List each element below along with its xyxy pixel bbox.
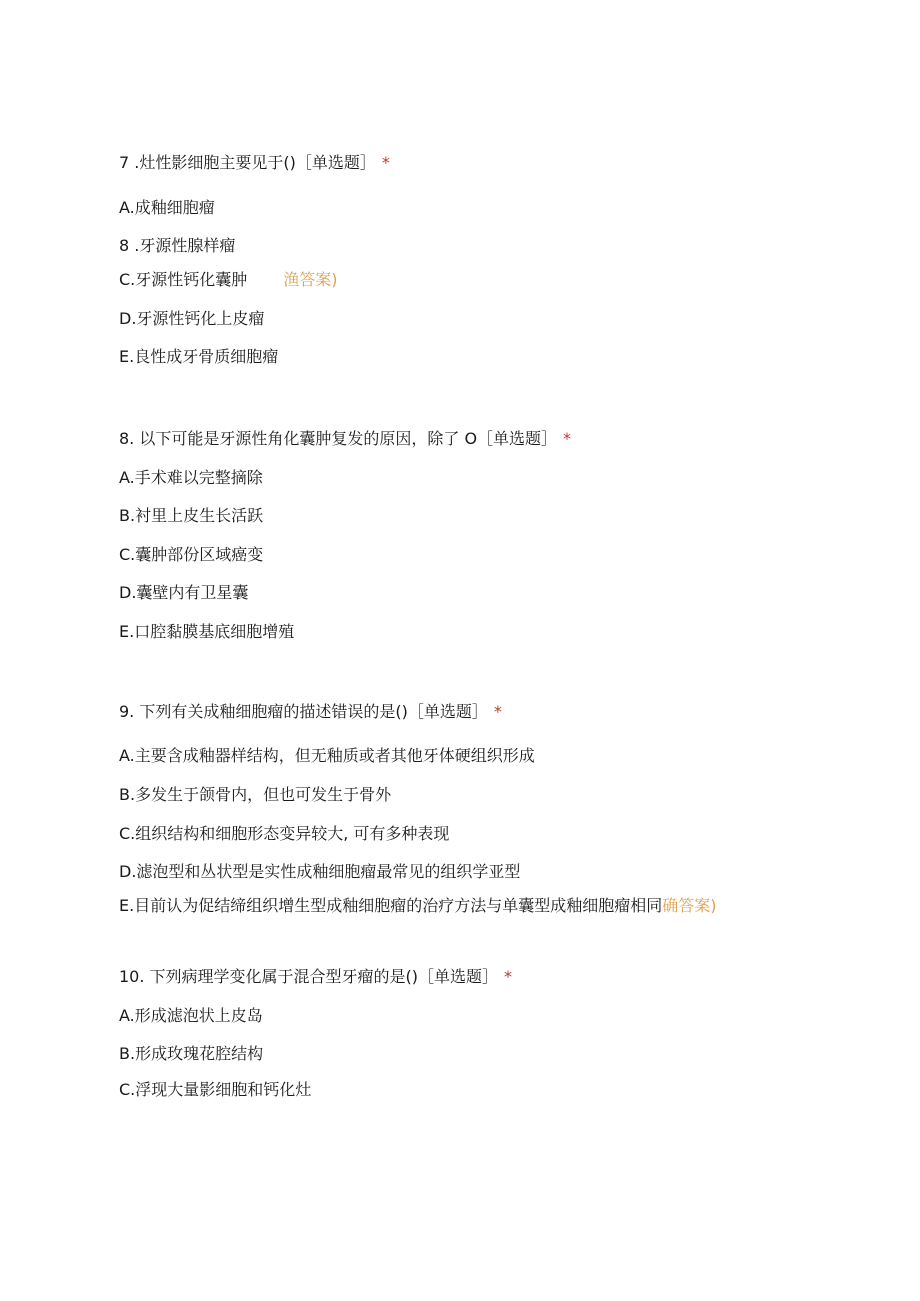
answer-tag: 渔答案) [283,270,338,289]
option-d[interactable] [119,582,248,604]
option-b[interactable] [119,505,263,527]
option-label: C.囊肿部份区域癌变 [119,545,264,564]
option-label: E.良性成牙骨质细胞瘤 [119,347,279,366]
option-a[interactable] [119,1005,263,1027]
required-mark: * [563,429,572,448]
option-label: C.组织结构和细胞形态变异较大, 可有多种表现 [119,824,450,843]
option-label: B.衬里上皮生长活跃 [119,506,264,525]
option-d[interactable] [119,308,264,330]
option-b[interactable] [119,1043,263,1065]
option-label: 8 .牙源性腺样瘤 [119,236,236,255]
question-stem [119,701,502,723]
option-c[interactable] [119,823,449,845]
required-mark: * [381,153,390,172]
option-label: E.口腔黏膜基底细胞增殖 [119,622,295,641]
option-a[interactable] [119,197,215,219]
option-label: D.囊壁内有卫星囊 [119,583,249,602]
answer-tag: 确答案) [662,896,717,915]
option-label: D.牙源性钙化上皮瘤 [119,309,265,328]
option-label: C.牙源性钙化囊肿 [119,270,248,289]
required-mark: * [493,702,502,721]
option-label: D.滤泡型和丛状型是实性成釉细胞瘤最常见的组织学亚型 [119,862,521,881]
option-label: E.目前认为促结缔组织增生型成釉细胞瘤的治疗方法与单囊型成釉细胞瘤相同 [119,896,663,915]
option-d[interactable] [119,861,520,883]
option-b[interactable] [119,784,391,806]
option-a[interactable] [119,467,263,489]
option-label: B.多发生于颌骨内，但也可发生于骨外 [119,785,392,804]
required-mark: * [504,967,513,986]
option-c[interactable] [119,1079,311,1101]
option-e[interactable] [119,895,716,917]
option-b[interactable] [119,235,235,257]
option-label: A.手术难以完整摘除 [119,468,263,487]
option-label: B.形成玫瑰花腔结构 [119,1044,264,1063]
question-stem [119,966,512,988]
question-stem [119,428,571,450]
option-e[interactable] [119,621,294,643]
option-c[interactable] [119,269,338,291]
option-label: A.主要含成釉器样结构，但无釉质或者其他牙体硬组织形成 [119,746,535,765]
option-a[interactable] [119,745,535,767]
option-label: C.浮现大量影细胞和钙化灶 [119,1080,312,1099]
option-c[interactable] [119,544,263,566]
question-text: 7 .灶性影细胞主要见于()［单选题］ [119,153,376,172]
question-stem [119,152,390,174]
option-e[interactable] [119,346,278,368]
question-text: 8. 以下可能是牙源性角化囊肿复发的原因，除了 O［单选题］ [119,429,558,448]
question-text: 9. 下列有关成釉细胞瘤的描述错误的是()［单选题］ [119,702,488,721]
question-text: 10. 下列病理学变化属于混合型牙瘤的是()［单选题］ [119,967,499,986]
option-label: A.形成滤泡状上皮岛 [119,1006,263,1025]
option-label: A.成釉细胞瘤 [119,198,215,217]
